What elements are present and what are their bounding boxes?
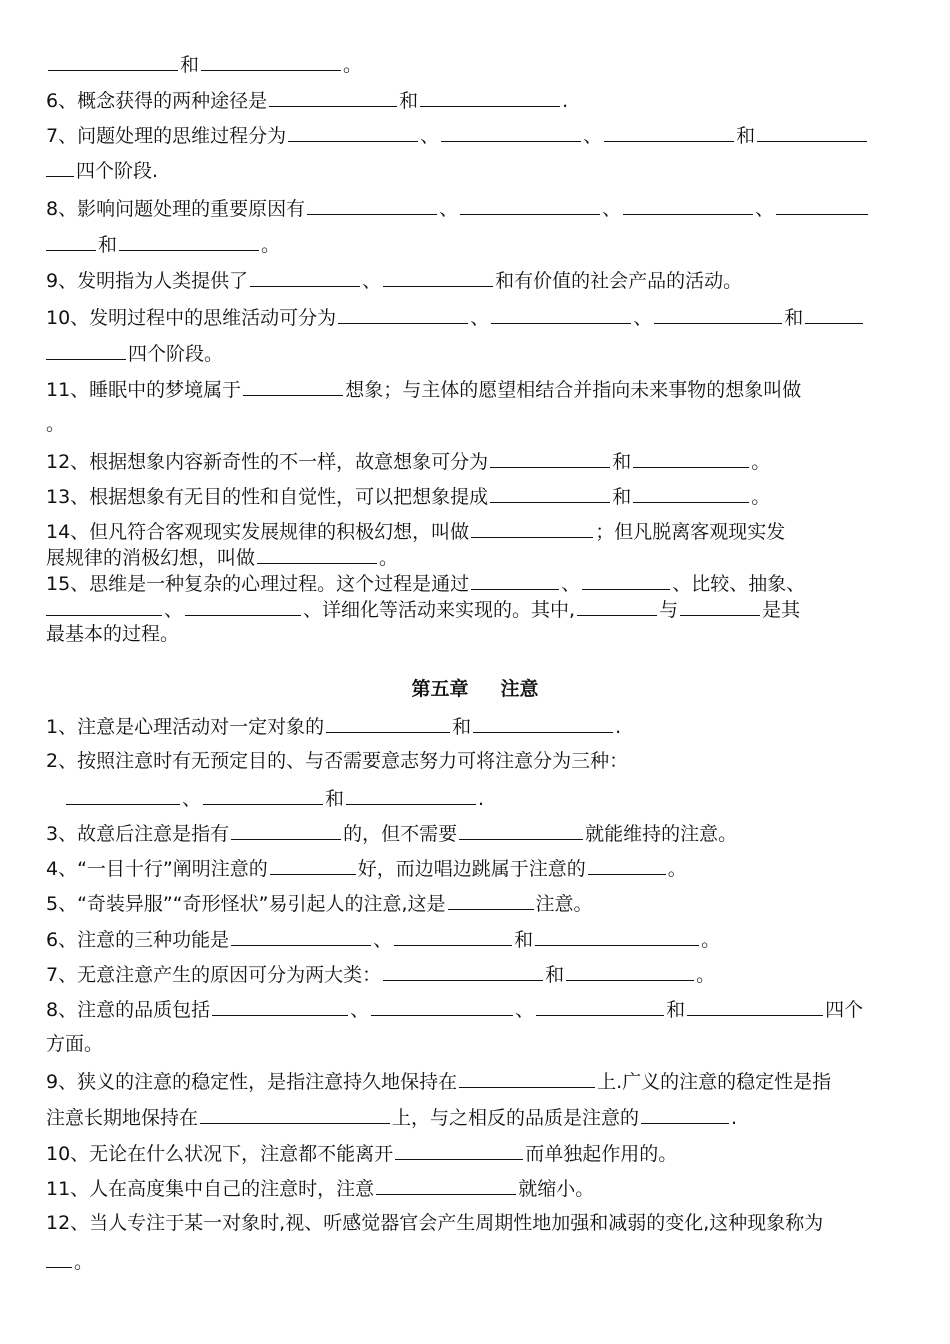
answer-blank[interactable] (338, 303, 468, 324)
answer-blank[interactable] (383, 960, 543, 981)
answer-blank[interactable] (687, 995, 823, 1016)
answer-blank[interactable] (448, 889, 534, 910)
answer-blank[interactable] (46, 1247, 72, 1268)
ch5-question-2-continuation: 、 和 . (46, 784, 910, 812)
answer-blank[interactable] (757, 121, 867, 142)
answer-blank[interactable] (307, 194, 437, 215)
answer-blank[interactable] (66, 784, 180, 805)
question-11-continuation: 。 (46, 413, 66, 435)
answer-blank[interactable] (288, 121, 418, 142)
question-5-continuation: 和 。 (46, 50, 910, 78)
ch5-question-6: 6、注意的三种功能是 、 和 。 (46, 925, 910, 953)
ch5-question-10: 10、无论在什么状况下，注意都不能离开 而单独起作用的。 (46, 1139, 910, 1167)
answer-blank[interactable] (536, 995, 664, 1016)
answer-blank[interactable] (231, 925, 371, 946)
answer-blank[interactable] (250, 266, 360, 287)
answer-blank[interactable] (491, 303, 631, 324)
ch5-question-11: 11、人在高度集中自己的注意时，注意 就缩小。 (46, 1174, 910, 1202)
ch5-question-12: 12、当人专注于某一对象时,视、听感觉器官会产生周期性地加强和减弱的变化,这种现象称为 (46, 1212, 824, 1234)
question-12: 12、根据想象内容新奇性的不一样，故意想象可分为 和 。 (46, 447, 910, 475)
question-10-continuation: 四个阶段。 (46, 339, 910, 367)
answer-blank[interactable] (490, 482, 610, 503)
answer-blank[interactable] (566, 960, 694, 981)
chapter-title: 第五章 注意 (411, 678, 539, 700)
question-14: 14、但凡符合客观现实发展规律的积极幻想，叫做 ；但凡脱离客观现实发 (46, 517, 910, 545)
ch5-question-12-continuation: 。 (46, 1247, 910, 1275)
question-8: 8、影响问题处理的重要原因有 、 、 、 (46, 194, 910, 222)
answer-blank[interactable] (460, 194, 600, 215)
answer-blank[interactable] (346, 784, 476, 805)
answer-blank[interactable] (577, 595, 657, 616)
question-15-continuation-2: 最基本的过程。 (46, 623, 180, 645)
answer-blank[interactable] (200, 1103, 390, 1124)
answer-blank[interactable] (371, 995, 513, 1016)
answer-blank[interactable] (46, 339, 126, 360)
ch5-question-9-continuation: 注意长期地保持在 上，与之相反的品质是注意的 . (46, 1103, 910, 1131)
answer-blank[interactable] (535, 925, 699, 946)
ch5-question-9: 9、狭义的注意的稳定性，是指注意持久地保持在 上.广义的注意的稳定性是指 (46, 1067, 910, 1095)
answer-blank[interactable] (641, 1103, 729, 1124)
answer-blank[interactable] (383, 266, 493, 287)
question-11: 11、睡眠中的梦境属于 想象；与主体的愿望相结合并指向未来事物的想象叫做 (46, 375, 910, 403)
answer-blank[interactable] (46, 595, 162, 616)
answer-blank[interactable] (420, 86, 560, 107)
answer-blank[interactable] (270, 854, 356, 875)
ch5-question-4: 4、“一目十行”阐明注意的 好，而边唱边跳属于注意的 。 (46, 854, 910, 882)
answer-blank[interactable] (805, 303, 863, 324)
question-14-continuation: 展规律的消极幻想，叫做 。 (46, 543, 910, 571)
question-9: 9、发明指为人类提供了 、 和有价值的社会产品的活动。 (46, 266, 910, 294)
answer-blank[interactable] (395, 1139, 523, 1160)
question-13: 13、根据想象有无目的性和自觉性，可以把想象提成 和 。 (46, 482, 910, 510)
answer-blank[interactable] (376, 1174, 516, 1195)
answer-blank[interactable] (257, 543, 377, 564)
answer-blank[interactable] (582, 569, 670, 590)
question-10: 10、发明过程中的思维活动可分为 、 、 和 (46, 303, 910, 331)
ch5-question-5: 5、“奇装异服”“奇形怪状”易引起人的注意,这是 注意。 (46, 889, 910, 917)
ch5-question-1: 1、注意是心理活动对一定对象的 和 . (46, 712, 910, 740)
answer-blank[interactable] (459, 1067, 595, 1088)
ch5-question-8-continuation: 方面。 (46, 1033, 104, 1055)
answer-blank[interactable] (119, 230, 259, 251)
question-7: 7、问题处理的思维过程分为 、 、 和 (46, 121, 910, 149)
answer-blank[interactable] (471, 569, 559, 590)
answer-blank[interactable] (623, 194, 753, 215)
answer-blank[interactable] (201, 50, 341, 71)
answer-blank[interactable] (185, 595, 301, 616)
answer-blank[interactable] (231, 819, 341, 840)
answer-blank[interactable] (471, 517, 593, 538)
answer-blank[interactable] (441, 121, 581, 142)
answer-blank[interactable] (604, 121, 734, 142)
ch5-question-2: 2、按照注意时有无预定目的、与否需要意志努力可将注意分为三种： (46, 750, 629, 772)
answer-blank[interactable] (473, 712, 613, 733)
question-8-continuation: 和 。 (46, 230, 910, 258)
answer-blank[interactable] (212, 995, 348, 1016)
answer-blank[interactable] (588, 854, 666, 875)
answer-blank[interactable] (243, 375, 343, 396)
ch5-question-3: 3、故意后注意是指有 的，但不需要 就能维持的注意。 (46, 819, 910, 847)
answer-blank[interactable] (394, 925, 512, 946)
answer-blank[interactable] (680, 595, 760, 616)
answer-blank[interactable] (633, 447, 749, 468)
answer-blank[interactable] (269, 86, 397, 107)
answer-blank[interactable] (48, 50, 178, 71)
question-15-continuation: 、 、详细化等活动来实现的。其中, 与 是其 (46, 595, 910, 623)
answer-blank[interactable] (633, 482, 749, 503)
question-7-continuation: 四个阶段. (46, 156, 910, 184)
ch5-question-8: 8、注意的品质包括 、 、 和 四个 (46, 995, 910, 1023)
question-6: 6、概念获得的两种途径是 和 . (46, 86, 910, 114)
answer-blank[interactable] (654, 303, 782, 324)
answer-blank[interactable] (46, 156, 74, 177)
ch5-question-7: 7、无意注意产生的原因可分为两大类： 和 。 (46, 960, 910, 988)
answer-blank[interactable] (203, 784, 323, 805)
question-15: 15、思维是一种复杂的心理过程。这个过程是通过 、 、比较、抽象、 (46, 569, 910, 597)
answer-blank[interactable] (459, 819, 583, 840)
answer-blank[interactable] (326, 712, 450, 733)
answer-blank[interactable] (46, 230, 96, 251)
answer-blank[interactable] (490, 447, 610, 468)
answer-blank[interactable] (776, 194, 868, 215)
